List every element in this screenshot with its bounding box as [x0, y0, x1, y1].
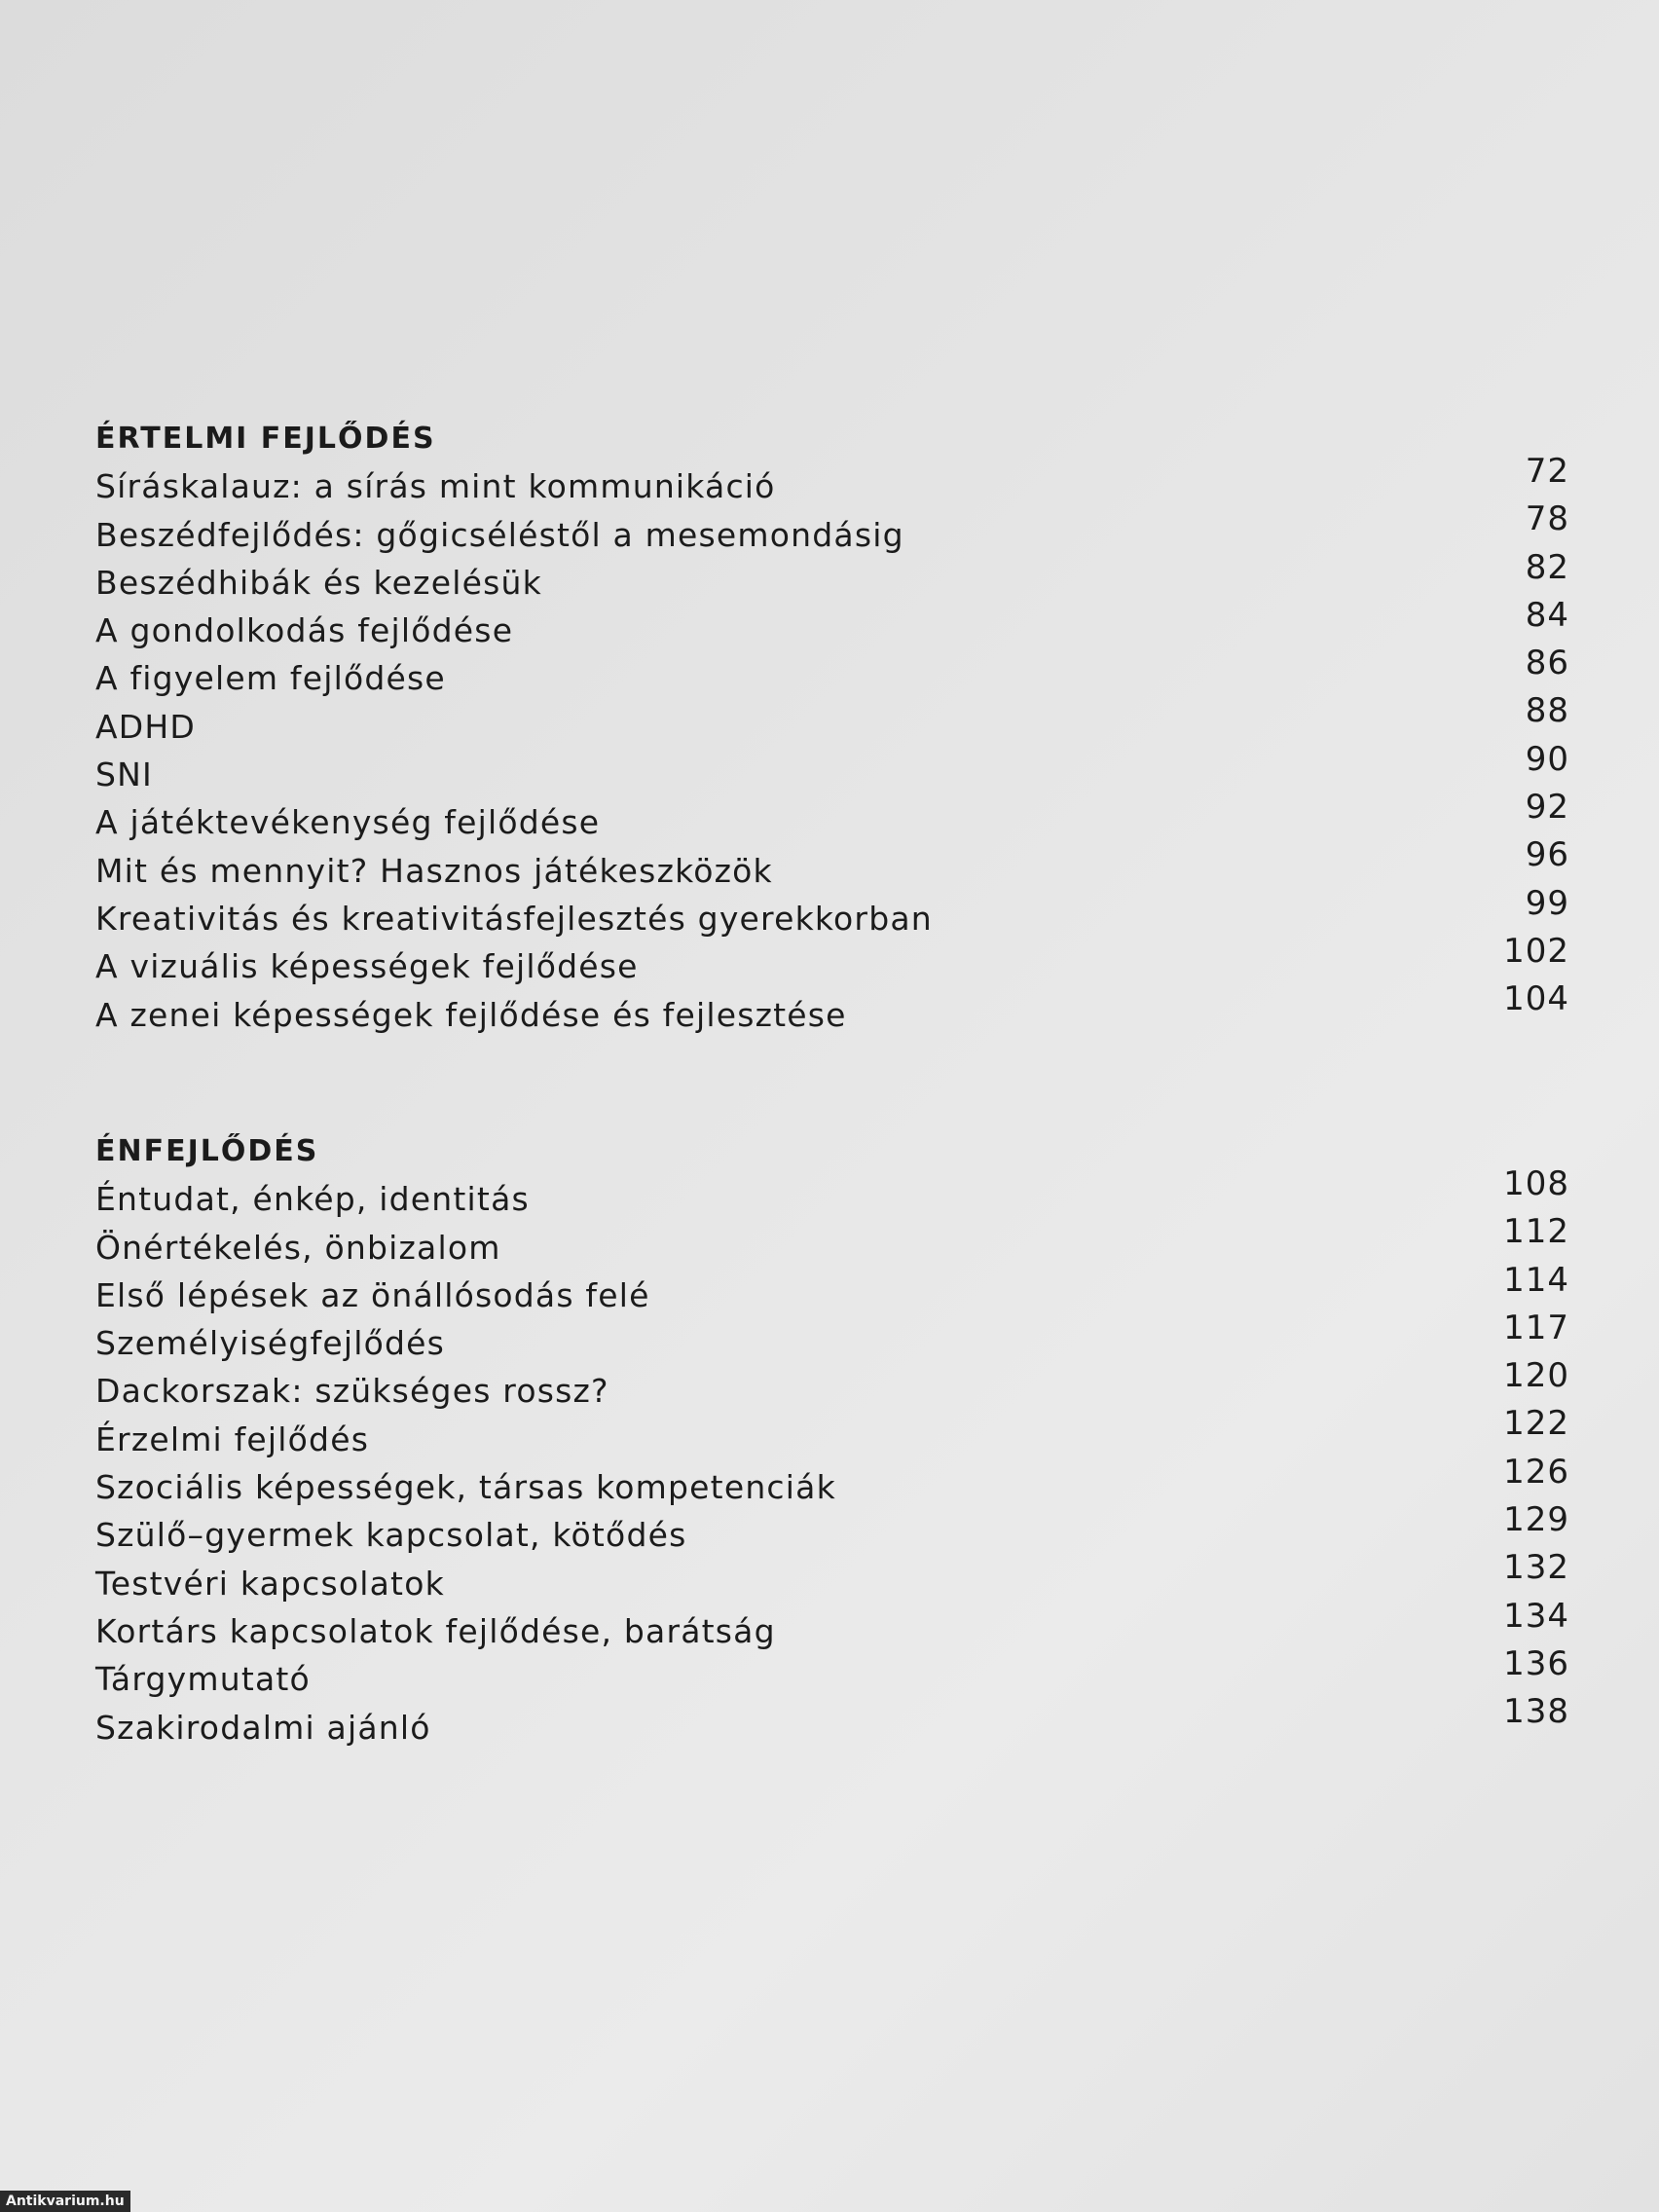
toc-entry-page: 122 [1503, 1404, 1569, 1444]
toc-entry-label: A játéktevékenység fejlődése [95, 803, 601, 842]
toc-entry-label: Testvéri kapcsolatok [95, 1564, 445, 1603]
toc-entry [95, 1356, 1575, 1414]
toc-entry-page: 138 [1503, 1692, 1569, 1732]
toc-entry-label: Beszédfejlődés: gőgicséléstől a mesemondásig [95, 515, 904, 554]
toc-entry-page: 84 [1525, 595, 1569, 635]
toc-entry-page: 104 [1503, 979, 1569, 1019]
toc-entry [95, 547, 1575, 606]
toc-entry-label: ADHD [95, 707, 197, 746]
toc-entry-page: 136 [1503, 1643, 1569, 1683]
toc-entry [95, 1212, 1575, 1270]
toc-entry [95, 1308, 1575, 1366]
toc-entry [95, 931, 1575, 989]
watermark: Antikvarium.hu [0, 2191, 130, 2212]
toc-list [95, 1164, 1575, 1751]
toc-entry-label: Síráskalauz: a sírás mint kommunikáció [95, 467, 776, 506]
toc-entry [95, 1260, 1575, 1318]
toc-entry [95, 883, 1575, 941]
toc-entry [95, 452, 1575, 509]
toc-entry-label: Mit és mennyit? Hasznos játékeszközök [95, 851, 773, 890]
toc-entry-page: 96 [1525, 835, 1569, 875]
toc-section-ertelmi-fejlodes [95, 417, 1575, 1038]
toc-entry [95, 1404, 1575, 1461]
toc-entry [95, 1500, 1575, 1558]
toc-entry [95, 644, 1575, 701]
toc-entry-page: 86 [1525, 644, 1569, 683]
toc-entry-label: A figyelem fejlődése [95, 659, 446, 698]
toc-entry [95, 1643, 1575, 1702]
toc-entry-label: Személyiségfejlődés [95, 1324, 446, 1363]
toc-entry-page: 78 [1525, 499, 1569, 539]
toc-entry-page: 88 [1525, 691, 1569, 731]
toc-entry [95, 835, 1575, 893]
toc-entry-page: 102 [1503, 931, 1569, 971]
toc-entry-label: Érzelmi fejlődés [95, 1419, 370, 1458]
toc-entry-page: 129 [1503, 1500, 1569, 1540]
toc-entry [95, 739, 1575, 797]
toc-entry-page: 90 [1525, 739, 1569, 779]
toc-entry-label: Szakirodalmi ajánló [95, 1708, 431, 1747]
toc-entry [95, 1452, 1575, 1510]
toc-entry-label: Dackorszak: szükséges rossz? [95, 1372, 609, 1411]
toc-entry-label: Önértékelés, önbizalom [95, 1228, 501, 1267]
toc-entry-label: Beszédhibák és kezelésük [95, 563, 542, 602]
toc-entry-label: Kreativitás és kreativitásfejlesztés gyerekkorban [95, 899, 933, 938]
toc-entry-label: A gondolkodás fejlődése [95, 611, 514, 650]
section-title: ÉNFEJLŐDÉS [95, 1134, 319, 1168]
toc-entry-page: 132 [1503, 1548, 1569, 1588]
toc-entry [95, 595, 1575, 653]
toc-entry-label: Szülő–gyermek kapcsolat, kötődés [95, 1516, 687, 1555]
toc-entry-label: Éntudat, énkép, identitás [95, 1180, 530, 1219]
section-title: ÉRTELMI FEJLŐDÉS [95, 422, 436, 456]
toc-entry [95, 499, 1575, 557]
toc-entry-label: Szociális képességek, társas kompetenciák [95, 1468, 836, 1507]
toc-entry [95, 1692, 1575, 1750]
toc-entry-label: Első lépések az önállósodás felé [95, 1275, 650, 1314]
toc-entry-label: Tárgymutató [95, 1660, 311, 1699]
toc-entry-page: 117 [1503, 1308, 1569, 1347]
toc-entry-page: 72 [1525, 452, 1569, 491]
toc-entry-page: 112 [1503, 1212, 1569, 1252]
toc-entry-page: 134 [1503, 1596, 1569, 1636]
toc-list [95, 452, 1575, 1038]
toc-entry-label: A vizuális képességek fejlődése [95, 947, 639, 986]
toc-entry-page: 108 [1503, 1164, 1569, 1203]
toc-entry [95, 1596, 1575, 1654]
toc-entry [95, 1548, 1575, 1605]
toc-entry [95, 788, 1575, 845]
toc-entry-page: 114 [1503, 1260, 1569, 1300]
toc-entry [95, 1164, 1575, 1222]
toc-entry-page: 120 [1503, 1356, 1569, 1396]
toc-entry-page: 99 [1525, 883, 1569, 923]
toc-entry-page: 82 [1525, 547, 1569, 587]
toc-entry-page: 126 [1503, 1452, 1569, 1492]
toc-entry-label: SNI [95, 756, 153, 794]
toc-entry-label: A zenei képességek fejlődése és fejlesztése [95, 995, 847, 1034]
toc-entry-page: 92 [1525, 788, 1569, 828]
toc-entry [95, 979, 1575, 1037]
toc-section-enfejlodes [95, 1129, 1575, 1751]
toc-entry [95, 691, 1575, 749]
toc-entry-label: Kortárs kapcsolatok fejlődése, barátság [95, 1611, 776, 1650]
